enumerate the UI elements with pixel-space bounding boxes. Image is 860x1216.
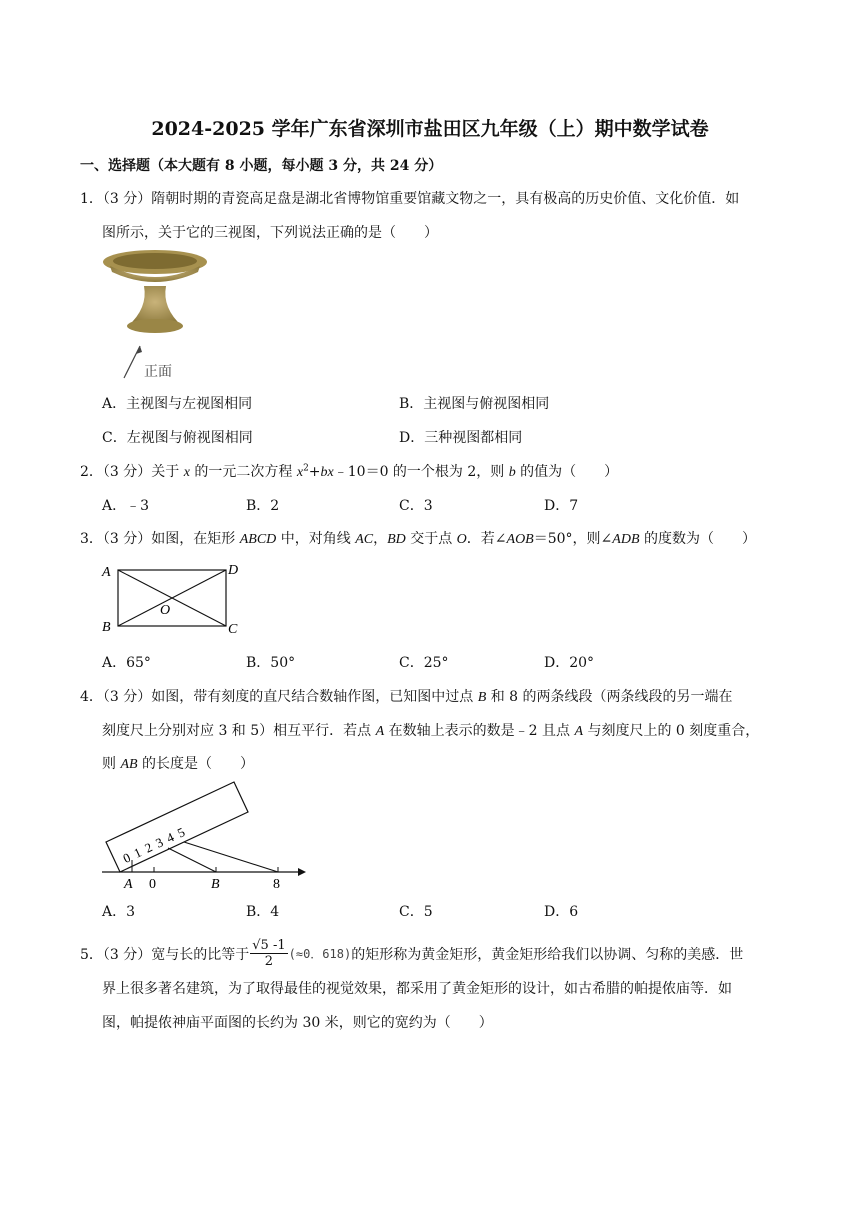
ruler-tick-1: 1 (131, 844, 144, 861)
q4-line2: 刻度尺上分别对应 3 和 5）相互平行．若点 A 在数轴上表示的数是﹣2 且点 A 与刻度尺上的 0 刻度重合， (102, 723, 760, 739)
q1-option-a: A．主视图与左视图相同 (102, 396, 253, 412)
q2-option-a: A．﹣3 (102, 498, 150, 514)
q1-option-d: D．三种视图都相同 (399, 430, 523, 446)
q2-stem: 2．（3 分）关于 x 的一元二次方程 $x^2+bx﹣10=0$ 的一个根为 2，则 b 的值为（ ） (80, 463, 619, 480)
q2-option-b: B．2 (246, 498, 280, 514)
q3-option-c: C．25° (399, 655, 449, 671)
q2-option-c: C．3 (399, 498, 433, 514)
q3-option-b: B．50° (246, 655, 296, 671)
q3-option-a: A．65° (102, 655, 151, 671)
q4-line3: 则 AB 的长度是（ ） (102, 756, 255, 772)
segment-5-to-8 (184, 842, 278, 872)
axis-label-a: A (124, 877, 133, 890)
q5-line1: 5．（3 分）宽与长的比等于 √5 -1 2 (≈0．618) 的矩形称为黄金矩形，黄金矩形给我们以协调、匀称的美感．世 (80, 938, 744, 969)
q5-line2: 界上很多著名建筑，为了取得最佳的视觉效果，都采用了黄金矩形的设计，如古希腊的帕提侬庙等．如 (102, 981, 732, 997)
q1-line1: 1．（3 分）隋朝时期的青瓷高足盘是湖北省博物馆重要馆藏文物之一，具有极高的历史价值、文化价值．如 (80, 191, 740, 207)
q2-option-d: D．7 (544, 498, 579, 514)
ruler-tick-5: 5 (174, 824, 188, 841)
q4-option-a: A．3 (102, 904, 136, 920)
section-heading: 一、选择题（本大题有 8 小题，每小题 3 分，共 24 分） (80, 158, 443, 174)
label-o: O (160, 603, 171, 618)
label-c: C (228, 622, 238, 637)
q1-line2: 图所示，关于它的三视图，下列说法正确的是（ ） (102, 225, 438, 241)
label-b: B (102, 620, 111, 635)
label-a: A (102, 565, 111, 580)
axis-label-b: B (211, 877, 220, 890)
q4-option-c: C．5 (399, 904, 433, 920)
q4-option-d: D．6 (544, 904, 579, 920)
q1-option-c: C．左视图与俯视图相同 (102, 430, 253, 446)
q5-line3: 图，帕提侬神庙平面图的长约为 30 米，则它的宽约为（ ） (102, 1015, 493, 1031)
axis-arrow (298, 868, 306, 876)
axis-label-0: 0 (149, 877, 156, 890)
q3-stem: 3．（3 分）如图，在矩形 ABCD 中，对角线 AC，BD 交于点 O．若∠AOB＝50°，则∠ADB 的度数为（ ） (80, 531, 756, 547)
bowl-inner (113, 253, 197, 269)
golden-ratio-fraction: √5 -1 2 (252, 938, 286, 969)
q4-line1: 4．（3 分）如图，带有刻度的直尺结合数轴作图，已知图中过点 B 和 8 的两条线段（两条线段的另一端在 (80, 689, 733, 705)
bowl-foot (127, 319, 183, 333)
ruler-tick-4: 4 (164, 829, 177, 846)
ruler-tick-2: 2 (142, 839, 155, 856)
q3-option-d: D．20° (544, 655, 595, 671)
q1-bowl-figure (100, 246, 210, 384)
q4-ruler-figure (98, 778, 308, 890)
front-label: 正面 (144, 365, 172, 380)
segment-3-to-b (168, 848, 216, 872)
axis-label-8: 8 (273, 877, 280, 890)
q3-rectangle-figure (96, 558, 246, 638)
page-title: 2024-2025 学年广东省深圳市盐田区九年级（上）期中数学试卷 (151, 118, 709, 140)
ruler-tick-3: 3 (153, 834, 166, 851)
label-d: D (228, 563, 239, 578)
q1-option-b: B．主视图与俯视图相同 (399, 396, 550, 412)
q4-option-b: B．4 (246, 904, 280, 920)
ruler-tick-0: 0 (120, 849, 133, 866)
